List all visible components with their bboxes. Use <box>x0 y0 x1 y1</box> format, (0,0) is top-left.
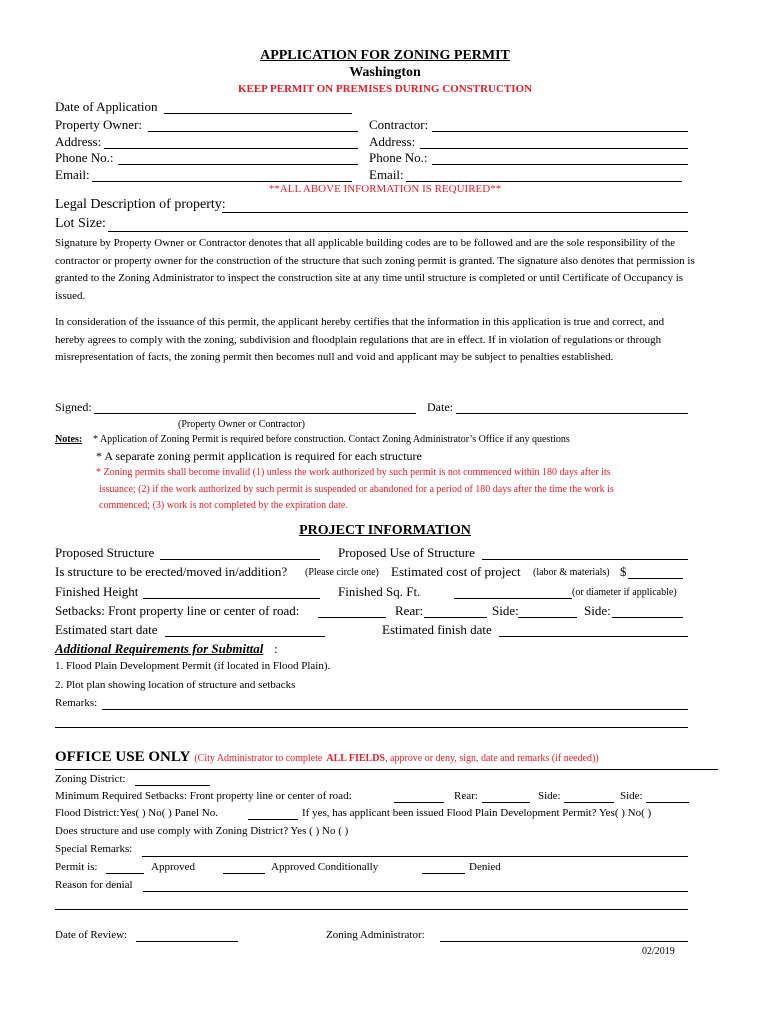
note-2: * A separate zoning permit application is required for each structure <box>96 449 422 463</box>
owner-phone-label: Phone No.: <box>55 150 114 165</box>
min-setbacks-side-label: Side: <box>538 790 561 802</box>
office-instructions-open: (City Administrator to complete <box>194 753 323 764</box>
signature-caption: (Property Owner or Contractor) <box>178 419 305 430</box>
property-owner-field[interactable] <box>148 131 358 132</box>
additional-requirements-heading: Additional Requirements for Submittal <box>55 641 264 656</box>
contractor-label: Contractor: <box>369 117 429 132</box>
office-instructions-close: , approve or deny, sign, date and remarks (if needed)) <box>385 753 599 764</box>
office-use-heading-row <box>55 748 599 766</box>
keep-permit-notice: KEEP PERMIT ON PREMISES DURING CONSTRUCTION <box>237 83 533 95</box>
reason-for-denial-field-line-1[interactable] <box>143 891 688 892</box>
proposed-use-field[interactable] <box>482 559 688 560</box>
erected-question: Is structure to be erected/moved in/addition? <box>55 564 288 579</box>
dollar-sign: $ <box>620 564 627 579</box>
denied-label: Denied <box>469 861 501 873</box>
note-1: * Application of Zoning Permit is required before construction. Contact Zoning Administrator’s Office if any questions <box>93 434 570 445</box>
setbacks-side2-label: Side: <box>584 603 611 618</box>
finished-sqft-label: Finished Sq. Ft. <box>338 584 421 599</box>
remarks-field-line-2[interactable] <box>55 727 688 728</box>
finished-height-field[interactable] <box>143 598 320 599</box>
owner-email-field[interactable] <box>92 181 352 182</box>
min-setbacks-side2-field[interactable] <box>646 802 689 803</box>
setbacks-front-field[interactable] <box>318 617 386 618</box>
circle-one-note: (Please circle one) <box>305 567 379 578</box>
form-title: APPLICATION FOR ZONING PERMIT <box>260 48 510 63</box>
contractor-address-label: Address: <box>369 134 416 149</box>
requirement-1: 1. Flood Plain Development Permit (if located in Flood Plain). <box>55 660 331 672</box>
note-3-line-3: commenced; (3) work is not completed by the expiration date. <box>99 500 348 511</box>
min-setbacks-label: Minimum Required Setbacks: Front property line or center of road: <box>55 790 352 802</box>
office-use-divider <box>55 769 718 770</box>
reason-for-denial-label: Reason for denial <box>55 879 133 891</box>
requirements-colon: : <box>274 641 278 656</box>
date-of-review-field[interactable] <box>136 941 238 942</box>
contractor-address-field[interactable] <box>420 148 688 149</box>
panel-number-field[interactable] <box>248 819 298 820</box>
min-setbacks-front-field[interactable] <box>394 802 444 803</box>
setbacks-rear-field[interactable] <box>424 617 487 618</box>
min-setbacks-rear-field[interactable] <box>482 802 530 803</box>
setbacks-rear-label: Rear: <box>395 603 424 618</box>
note-3-line-1: * Zoning permits shall become invalid (1) unless the work authorized by such permit is not commenced within 180 days after its <box>96 467 611 478</box>
estimated-finish-label: Estimated finish date <box>382 622 492 637</box>
office-instructions-all-fields: ALL FIELDS <box>326 753 385 764</box>
estimated-start-field[interactable] <box>165 636 325 637</box>
finished-sqft-field[interactable] <box>454 598 572 599</box>
signature-statement: Signature by Property Owner or Contractor denotes that all applicable building codes are to be followed and are the sole responsibility of the contractor or property owner for the construction of the structure that such zoning permit is granted. The signature also denotes that permission is granted to the Zoning Administrator to inspect the construction site at any time until structure is completed or until Certificate of Occupancy is issued. <box>55 237 695 302</box>
estimated-start-label: Estimated start date <box>55 622 158 637</box>
estimated-cost-label: Estimated cost of project <box>391 564 521 579</box>
property-owner-label: Property Owner: <box>55 117 143 132</box>
setbacks-side-field[interactable] <box>518 617 577 618</box>
reason-for-denial-field-line-2[interactable] <box>55 909 688 910</box>
lot-size-label: Lot Size: <box>55 216 106 231</box>
date-of-application-label: Date of Application <box>55 99 158 114</box>
contractor-phone-field[interactable] <box>432 164 688 165</box>
setbacks-side-label: Side: <box>492 603 519 618</box>
office-use-heading: OFFICE USE ONLY <box>55 749 191 765</box>
flood-permit-question: If yes, has applicant been issued Flood Plain Development Permit? Yes( ) No( ) <box>302 807 652 819</box>
certification-statement: In consideration of the issuance of this permit, the applicant hereby certifies that the information in this application is true and correct, and hereby agrees to comply with the zoning, subdivision and floodplain regulations that are in effect. If in violation of regulations or through misrepresentation of facts, the zoning permit then becomes null and void and applicant may be subject to penalties established. <box>55 316 665 363</box>
proposed-structure-label: Proposed Structure <box>55 545 155 560</box>
form-revision-date: 02/2019 <box>642 946 675 957</box>
legal-description-field[interactable] <box>222 212 688 213</box>
approved-field[interactable] <box>106 873 144 874</box>
labor-materials-note: (labor & materials) <box>533 567 610 578</box>
date-of-review-label: Date of Review: <box>55 929 128 941</box>
min-setbacks-side2-label: Side: <box>620 790 643 802</box>
approved-conditionally-field[interactable] <box>223 873 265 874</box>
remarks-field-line-1[interactable] <box>102 709 688 710</box>
date-of-application-field[interactable] <box>164 113 352 114</box>
signed-label: Signed: <box>55 400 92 414</box>
owner-email-label: Email: <box>55 167 90 182</box>
contractor-phone-label: Phone No.: <box>369 150 428 165</box>
permit-is-label: Permit is: <box>55 861 98 873</box>
special-remarks-field[interactable] <box>142 856 688 857</box>
city-name: Washington <box>349 65 421 80</box>
contractor-email-label: Email: <box>369 167 404 182</box>
lot-size-field[interactable] <box>108 231 688 232</box>
flood-district-label: Flood District:Yes( ) No( ) Panel No. <box>55 807 218 819</box>
min-setbacks-rear-label: Rear: <box>454 790 478 802</box>
owner-phone-field[interactable] <box>118 164 358 165</box>
finished-height-label: Finished Height <box>55 584 139 599</box>
remarks-label: Remarks: <box>55 697 98 709</box>
zoning-administrator-field[interactable] <box>440 941 688 942</box>
notes-label: Notes: <box>55 434 83 445</box>
denied-field[interactable] <box>422 873 465 874</box>
approved-conditionally-label: Approved Conditionally <box>271 861 379 873</box>
estimated-cost-field[interactable] <box>628 578 683 579</box>
approved-label: Approved <box>151 861 195 873</box>
signature-field[interactable] <box>94 413 416 414</box>
zoning-district-label: Zoning District: <box>55 773 126 785</box>
signature-date-field[interactable] <box>456 413 688 414</box>
project-information-heading: PROJECT INFORMATION <box>299 523 471 538</box>
signature-date-label: Date: <box>427 400 453 414</box>
diameter-note: (or diameter if applicable) <box>572 587 677 598</box>
proposed-use-label: Proposed Use of Structure <box>338 545 475 560</box>
contractor-field[interactable] <box>432 131 688 132</box>
zoning-administrator-label: Zoning Administrator: <box>326 929 425 941</box>
estimated-finish-field[interactable] <box>499 636 688 637</box>
setbacks-front-label: Setbacks: Front property line or center of road: <box>55 603 300 618</box>
comply-question: Does structure and use comply with Zoning District? Yes ( ) No ( ) <box>55 825 349 837</box>
legal-description-label: Legal Description of property: <box>55 197 226 212</box>
min-setbacks-side-field[interactable] <box>564 802 614 803</box>
contractor-email-field[interactable] <box>406 181 682 182</box>
special-remarks-label: Special Remarks: <box>55 843 133 855</box>
required-info-note: **ALL ABOVE INFORMATION IS REQUIRED** <box>268 183 502 195</box>
zoning-district-field[interactable] <box>135 785 210 786</box>
note-3-line-2: issuance; (2) if the work authorized by such permit is suspended or abandoned for a period of 180 days after the time the work is <box>99 484 614 495</box>
proposed-structure-field[interactable] <box>160 559 320 560</box>
owner-address-field[interactable] <box>104 148 358 149</box>
setbacks-side2-field[interactable] <box>612 617 683 618</box>
requirement-2: 2. Plot plan showing location of structure and setbacks <box>55 679 296 691</box>
owner-address-label: Address: <box>55 134 102 149</box>
